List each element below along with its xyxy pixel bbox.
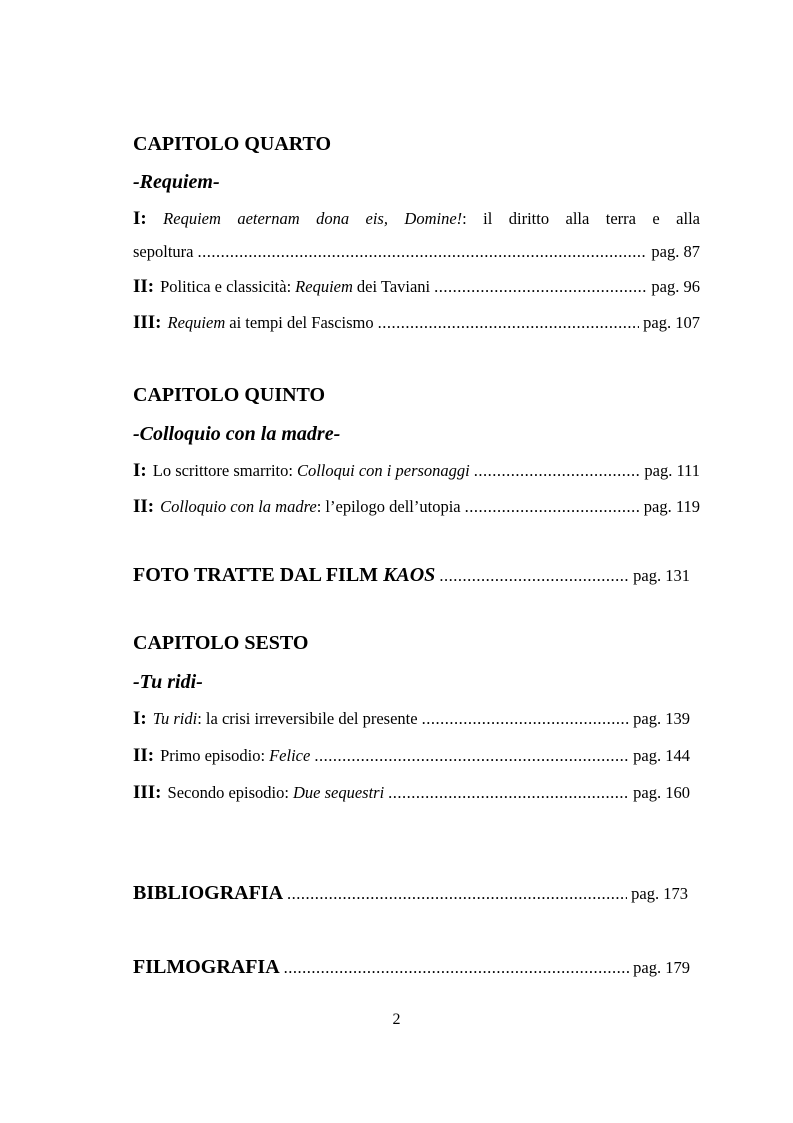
entry-title: Politica e classicità: [160,277,292,296]
entry-title-italic: Due sequestri [292,783,385,802]
page-number: 2 [392,1011,401,1028]
entry-title: Lo scrittore smarrito: [152,461,293,480]
entry-title: Secondo episodio: [167,783,289,802]
entry-page: pag. 139 [633,709,690,728]
toc-entry-6-2[interactable] [133,745,690,767]
entry-page: pag. 131 [633,566,690,585]
toc-entry-4-3[interactable] [133,312,700,334]
chapter-5-subtitle: -Colloquio con la madre- [133,423,341,445]
entry-number: II: [133,745,155,766]
dot-leader [287,884,627,904]
entry-number: I: [133,208,147,229]
chapter-6-subtitle: -Tu ridi- [133,671,203,693]
toc-entry-4-1[interactable] [133,208,700,230]
toc-entry-6-3[interactable] [133,782,690,804]
entry-title: : il diritto alla terra e alla [462,209,700,228]
dot-leader [422,709,630,729]
dot-leader [197,242,647,262]
entry-title: BIBLIOGRAFIA [133,882,284,904]
entry-title: sepoltura [133,242,194,261]
entry-number: III: [133,782,162,803]
entry-title: : l’epilogo dell’utopia [316,497,461,516]
entry-title-italic: Requiem [167,313,226,332]
entry-title-italic: Colloqui con i personaggi [296,461,470,480]
toc-entry-bibliografia[interactable] [133,882,688,905]
entry-title-italic: Requiem aeternam dona eis, Domine! [163,209,463,228]
toc-entry-foto[interactable] [133,564,690,587]
dot-leader [378,313,640,333]
entry-page: pag. 96 [651,277,700,296]
dot-leader [465,497,640,517]
entry-number: I: [133,460,147,481]
entry-page: pag. 107 [643,313,700,332]
chapter-4-subtitle: -Requiem- [133,171,220,193]
entry-page: pag. 160 [633,783,690,802]
entry-number: III: [133,312,162,333]
toc-entry-6-1[interactable] [133,708,690,730]
entry-page: pag. 119 [643,497,700,516]
chapter-4-heading: CAPITOLO QUARTO [133,133,332,155]
entry-title-italic: KAOS [383,564,436,586]
dot-leader [388,783,629,803]
dot-leader [434,277,647,297]
toc-entry-4-2[interactable] [133,276,700,298]
dot-leader [439,566,629,586]
chapter-5-heading: CAPITOLO QUINTO [133,384,326,406]
toc-entry-5-1[interactable] [133,460,700,482]
entry-title-italic: Felice [269,746,311,765]
entry-page: pag. 173 [631,884,688,903]
entry-page: pag. 144 [633,746,690,765]
entry-page: pag. 179 [633,958,690,977]
entry-title: dei Taviani [356,277,431,296]
entry-title-italic: Tu ridi [152,709,198,728]
chapter-6-heading: CAPITOLO SESTO [133,632,309,654]
toc-entry-4-1-cont[interactable] [133,242,700,262]
entry-number: II: [133,496,155,517]
entry-page: pag. 87 [651,242,700,261]
dot-leader [284,958,630,978]
entry-title: Primo episodio: [160,746,266,765]
dot-leader [474,461,641,481]
dot-leader [314,746,629,766]
entry-title: FILMOGRAFIA [133,956,280,978]
entry-title: : la crisi irreversibile del presente [197,709,418,728]
entry-title-italic: Colloquio con la madre [160,497,317,516]
entry-title: ai tempi del Fascismo [229,313,374,332]
entry-number: I: [133,708,147,729]
entry-number: II: [133,276,155,297]
entry-title-italic: Requiem [295,277,353,296]
entry-title: FOTO TRATTE DAL FILM [133,564,379,586]
toc-entry-filmografia[interactable] [133,956,690,979]
toc-entry-5-2[interactable] [133,496,700,518]
entry-page: pag. 111 [644,461,700,480]
